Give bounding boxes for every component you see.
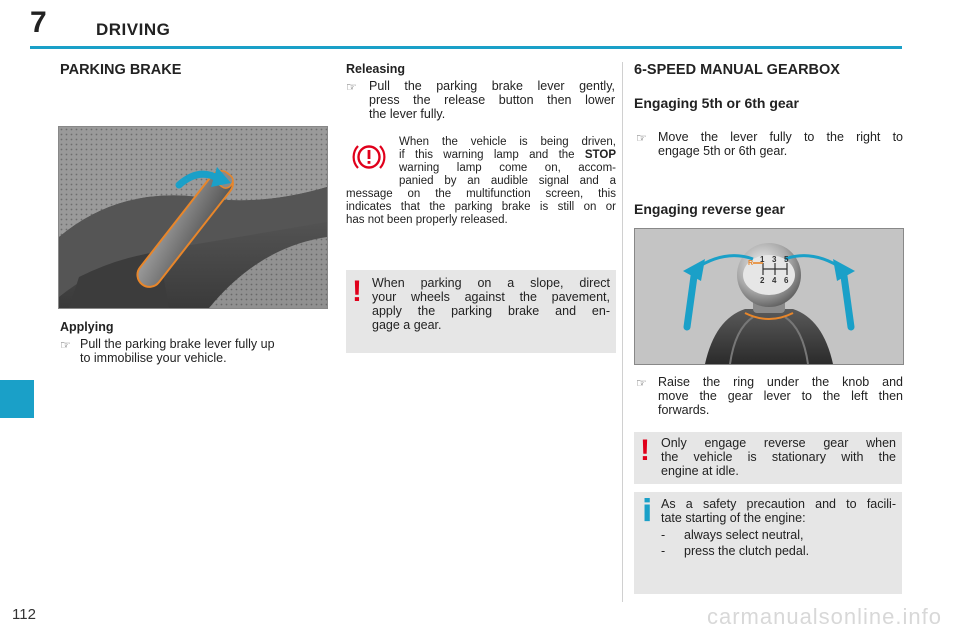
parking-brake-title: PARKING BRAKE — [60, 62, 182, 78]
stop-label: STOP — [584, 149, 616, 161]
reverse-note-line-2: the vehicle is stationary with the — [661, 450, 896, 464]
knob-label-3: 3 — [772, 255, 777, 264]
slope-note-line-1: When parking on a slope, direct — [372, 276, 610, 290]
warning-line-4: panied by an audible signal and a — [399, 175, 616, 187]
knob-label-6: 6 — [784, 276, 789, 285]
gear-knob-image — [635, 229, 903, 364]
warning-line-7: has not been properly released. — [346, 214, 508, 226]
reverse-text-1: Raise the ring under the knob and — [658, 375, 903, 389]
fifth-sixth-text-2: engage 5th or 6th gear. — [658, 144, 788, 158]
applying-text-1: Pull the parking brake lever fully up — [80, 337, 275, 351]
watermark: carmanualsonline.info — [706, 604, 942, 629]
warning-exclamation-icon: ! — [352, 275, 362, 308]
releasing-text-2: press the release button then lower — [369, 93, 615, 107]
safety-note-item-2: press the clutch pedal. — [684, 544, 810, 558]
warning-line-6: indicates that the parking brake is still on or — [346, 201, 616, 213]
knob-label-4: 4 — [772, 276, 777, 285]
reverse-heading: Engaging reverse gear — [634, 201, 785, 217]
parking-brake-illustration — [58, 126, 328, 309]
reverse-text-2: move the gear lever to the left then — [658, 389, 903, 403]
warning-line-1: When the vehicle is being driven, — [399, 136, 616, 148]
page-number: 112 — [12, 606, 36, 623]
bullet-icon: ☞ — [346, 80, 357, 94]
reverse-note-line-3: engine at idle. — [661, 464, 739, 478]
warning-line-2 — [399, 149, 616, 162]
applying-heading: Applying — [60, 320, 114, 334]
safety-note-line-2: tate starting of the engine: — [661, 511, 806, 525]
applying-text-2: to immobilise your vehicle. — [80, 351, 227, 365]
dash-bullet: - — [661, 528, 666, 542]
bullet-icon: ☞ — [60, 338, 71, 352]
slope-note-line-4: gage a gear. — [372, 318, 442, 332]
column-divider — [622, 62, 623, 602]
bullet-icon: ☞ — [636, 376, 647, 390]
knob-label-1: 1 — [760, 255, 765, 264]
releasing-text-1: Pull the parking brake lever gently, — [369, 79, 615, 93]
chapter-title: DRIVING — [96, 20, 171, 39]
safety-note-item-1: always select neutral, — [684, 528, 804, 542]
knob-label-2: 2 — [760, 276, 765, 285]
gearbox-title: 6-SPEED MANUAL GEARBOX — [634, 62, 840, 78]
slope-note-line-2: your wheels against the pavement, — [372, 290, 610, 304]
slope-note-box — [346, 270, 616, 353]
gear-knob-illustration — [634, 228, 904, 365]
chapter-number: 7 — [30, 6, 47, 39]
parking-brake-lever-image — [59, 127, 327, 308]
chapter-side-tab — [0, 380, 34, 418]
releasing-text-3: the lever fully. — [369, 107, 446, 121]
reverse-note-line-1: Only engage reverse gear when — [661, 436, 896, 450]
info-icon: i — [642, 494, 653, 529]
knob-label-r: R — [748, 260, 754, 267]
warning-exclamation-icon: ! — [640, 434, 650, 467]
fifth-sixth-text-1: Move the lever fully to the right to — [658, 130, 903, 144]
bullet-icon: ☞ — [636, 131, 647, 145]
warning-line-2-text: if this warning lamp and the — [399, 149, 585, 161]
slope-note-line-3: apply the parking brake and en- — [372, 304, 610, 318]
header-rule — [30, 46, 902, 49]
fifth-sixth-heading: Engaging 5th or 6th gear — [634, 95, 799, 111]
reverse-note-box — [634, 432, 902, 484]
knob-label-5: 5 — [784, 255, 789, 264]
safety-note-line-1: As a safety precaution and to facili- — [661, 497, 896, 511]
releasing-heading: Releasing — [346, 62, 406, 76]
reverse-text-3: forwards. — [658, 403, 710, 417]
warning-line-5: message on the multifunction screen, this — [346, 188, 616, 200]
warning-line-3: warning lamp come on, accom- — [399, 162, 616, 174]
warning-lamp-text — [346, 136, 616, 227]
safety-note-box — [634, 492, 902, 594]
dash-bullet: - — [661, 544, 666, 558]
